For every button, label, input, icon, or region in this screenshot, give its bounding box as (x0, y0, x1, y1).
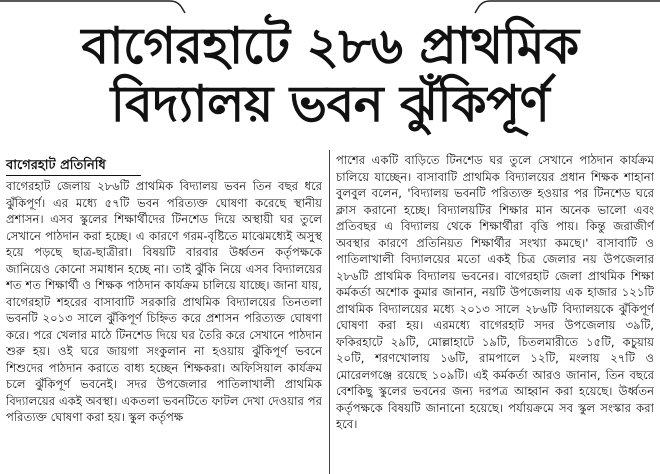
article-text-left: বাগেরহাট জেলায় ২৮৬টি প্রাথমিক বিদ্যালয় ভবন তিন বছর ধরে ঝুঁকিপূর্ণ। এর মধ্যে ৫৭টি ভবন পরিত্যক্ত ঘোষণা করেছে স্থানীয় প্রশাসন। এসব স্কুলের শিক্ষার্থীদের টিনশেড দিয়ে অস্থায়ী ঘর তুলে সেখানে পাঠদান করা হচ্ছে। এ কারণে গরম-বৃষ্টিতে মাঝেমধ্যেই অসুস্থ হয়ে পড়ছে ছাত্র-ছাত্রীরা। বিষয়টি বারবার উর্ধ্বতন কর্তৃপক্ষকে জানিয়েও কোনো সমাধান হচ্ছে না। তাই ঝুঁকি নিয়ে এসব বিদ্যালয়ের শত শত শিক্ষার্থী ও শিক্ষক পাঠদান কার্যক্রম চালিয়ে যাচ্ছে। জানা যায়, বাগেরহাট শহরের বাসাবাটি সরকারি প্রাথমিক বিদ্যালয়ের তিনতলা ভবনটি ২০১৩ সালে ঝুঁকিপূর্ণ চিহ্নিত করে প্রশাসন পরিত্যক্ত ঘোষণা করে। পরে খেলার মাঠে টিনশেড দিয়ে ঘর তৈরি করে সেখানে পাঠদান শুরু হয়। ওই ঘরে জায়গা সংকুলান না হওয়ায় ঝুঁকিপূর্ণ ভবনে শিশুদের পাঠদান করাতে বাধ্য হচ্ছেন শিক্ষকরা। অফিসিয়াল কার্যক্রম চলে ঝুঁকিপূর্ণ ভবনেই। সদর উপজেলার পাতিলাখালী প্রাথমিক বিদ্যালয়ের একই অবস্থা। একতলা ভবনটিতে ফাটল দেখা দেওয়ার পর পরিত্যক্ত ঘোষণা করা হয়। স্কুল কর্তৃপক্ষ (6, 179, 322, 424)
headline (0, 18, 660, 133)
article-column-right (336, 152, 654, 474)
headline-line-1: বাগেরহাটে ২৮৬ প্রাথমিক (81, 17, 579, 75)
byline: বাগেরহাট প্রতিনিধি (6, 158, 106, 173)
article-text-right: পাশের একটি বাড়িতে টিনশেড ঘর তুলে সেখানে পাঠদান কার্যক্রম চালিয়ে যাচ্ছেন। বাসাবাটি প্রাথমিক বিদ্যালয়ের প্রধান শিক্ষক শাহানা বুলবুল বলেন, 'বিদ্যালয় ভবনটি পরিত্যক্ত হওয়ার পর টিনশেড ঘরে ক্লাস করানো হচ্ছে। বিদ্যালয়টির শিক্ষার মান অনেক ভালো এবং প্রতিবছর এ বিদ্যালয় থেকে শিক্ষার্থীরা বৃত্তি পায়। কিন্তু জরাজীর্ণ অবস্থার কারণে প্রতিনিয়ত শিক্ষার্থীর সংখ্যা কমছে।' বাসাবাটি ও পাতিলাখালী বিদ্যালয়ের মতো একই চিত্র জেলার নয় উপজেলার ২৮৬টি প্রাথমিক বিদ্যালয় ভবনের। বাগেরহাট জেলা প্রাথমিক শিক্ষা কর্মকর্তা অশোক কুমার জানান, নয়টি উপজেলায় এক হাজার ১২১টি প্রাথমিক বিদ্যালয়ের মধ্যে ২০১৩ সালে ২৮৬টি বিদ্যালয়কে ঝুঁকিপূর্ণ ঘোষণা করা হয়। এরমধ্যে বাগেরহাট সদর উপজেলায় ৩৯টি, ফকিরহাটে ২৯টি, মোল্লাহাটে ১৯টি, চিতলমারীতে ১৫টি, কচুয়ায় ২০টি, শরণখোলায় ১৬টি, রামপালে ১২টি, মংলায় ২৭টি ও মোরেলগঞ্জে রয়েছে ১০৯টি। এই কর্মকর্তা আরও জানান, তিন বছরে বেশকিছু স্কুলের ভবনের জন্য দরপত্র আহ্বান করা হয়েছে। উর্ধ্বতন কর্তৃপক্ষকে বিষয়টি জানানো হয়েছে। পর্যায়ক্রমে সব স্কুল সংস্কার করা হবে। (336, 153, 654, 431)
byline-underline (6, 175, 141, 176)
top-decorative-rule (0, 0, 660, 14)
column-divider (329, 150, 330, 474)
article-column-left (6, 178, 322, 474)
headline-line-2: বিদ্যালয় ভবন ঝুঁকিপূর্ণ (110, 74, 550, 133)
